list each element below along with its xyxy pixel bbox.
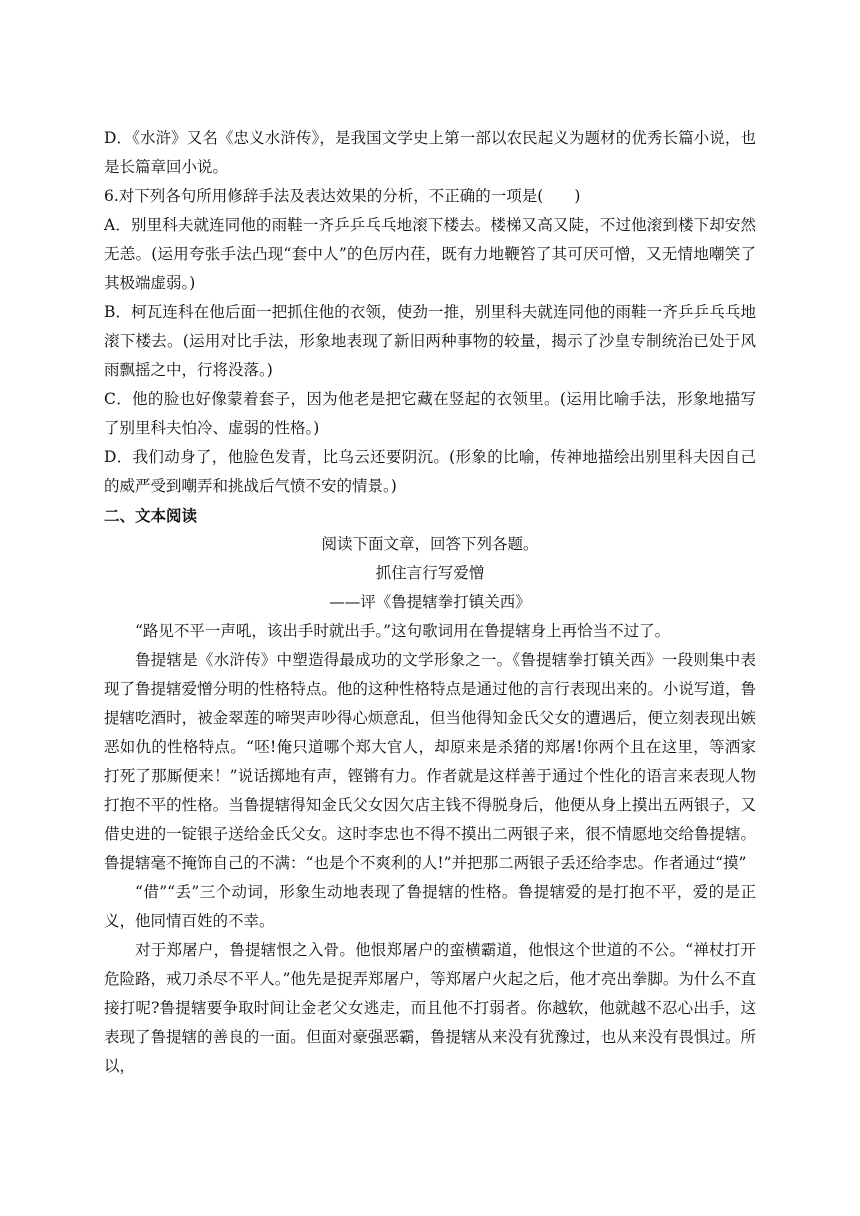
section-heading: 二、文本阅读 — [104, 506, 198, 525]
article-title: 抓住言行写爱憎 — [375, 564, 485, 582]
article-paragraph: “借”“丢”三个动词，形象生动地表现了鲁提辖的性格。鲁提辖爱的是打抱不平，爱的是正义，他同情百姓的不幸。 — [104, 883, 756, 930]
reading-instruction: 阅读下面文章，回答下列各题。 — [321, 535, 539, 553]
article-paragraph: 鲁提辖是《水浒传》中塑造得最成功的文学形象之一。《鲁提辖拳打镇关西》一段则集中表现了鲁提辖爱憎分明的性格特点。他的这种性格特点是通过他的言行表现出来的。小说写道，鲁提辖吃酒时，被金翠莲的啼哭声吵得心烦意乱，但当他得知金氏父女的遭遇后，便立刻表现出嫉恶如仇的性格特点。“呸!俺只道哪个郑大官人，却原来是杀猪的郑屠!你两个且在这里，等洒家打死了那厮便来！”说话掷地有声，铿锵有力。作者就是这样善于通过个性化的语言来表现人物打抱不平的性格。当鲁提辖得知金氏父女因欠店主钱不得脱身后，他便从身上摸出五两银子，又借史进的一锭银子送给金氏父女。这时李忠也不得不摸出二两银子来，很不情愿地交给鲁提辖。鲁提辖毫不掩饰自己的不满：“也是个不爽利的人!”并把那二两银子丢还给李忠。作者通过“摸” — [104, 651, 756, 872]
article-subtitle: ——评《鲁提辖拳打镇关西》 — [329, 593, 531, 611]
q6-option-c: C．他的脸也好像蒙着套子，因为他老是把它藏在竖起的衣领里。(运用比喻手法，形象地描写了别里科夫怕冷、虚弱的性格。) — [104, 390, 756, 437]
article-paragraph: 对于郑屠户，鲁提辖恨之入骨。他恨郑屠户的蛮横霸道，他恨这个世道的不公。“禅杖打开危险路，戒刀杀尽不平人。”他先是捉弄郑屠户，等郑屠户火起之后，他才亮出拳脚。为什么不直接打呢?鲁提辖要争取时间让金老父女逃走，而且他不打弱者。你越软，他就越不忍心出手，这表现了鲁提辖的善良的一面。但面对豪强恶霸，鲁提辖从来没有犹豫过，也从来没有畏惧过。所以， — [104, 941, 756, 1075]
q6-option-d: D．我们动身了，他脸色发青，比乌云还要阴沉。(形象的比喻，传神地描绘出别里科夫因自己的威严受到嘲弄和挑战后气愤不安的情景。) — [104, 448, 756, 495]
q5-option-d: D．《水浒》又名《忠义水浒传》，是我国文学史上第一部以农民起义为题材的优秀长篇小说，也是长篇章回小说。 — [104, 129, 756, 176]
q6-stem: 6.对下列各句所用修辞手法及表达效果的分析，不正确的一项是( ) — [104, 187, 581, 205]
q6-option-a: A．别里科夫就连同他的雨鞋一齐乒乒乓乓地滚下楼去。楼梯又高又陡，不过他滚到楼下却安然无恙。(运用夸张手法凸现“套中人”的色厉内荏，既有力地鞭笞了其可厌可憎，又无情地嘲笑了其极端虚弱。) — [104, 216, 756, 292]
article-paragraph: “路见不平一声吼，该出手时就出手。”这句歌词用在鲁提辖身上再恰当不过了。 — [135, 622, 671, 640]
q6-option-b: B．柯瓦连科在他后面一把抓住他的衣领，使劲一推，别里科夫就连同他的雨鞋一齐乒乒乓乓地滚下楼去。(运用对比手法，形象地表现了新旧两种事物的较量，揭示了沙皇专制统治已处于风雨飘摇之中，行将没落。) — [104, 303, 756, 379]
document-page — [104, 124, 756, 1081]
